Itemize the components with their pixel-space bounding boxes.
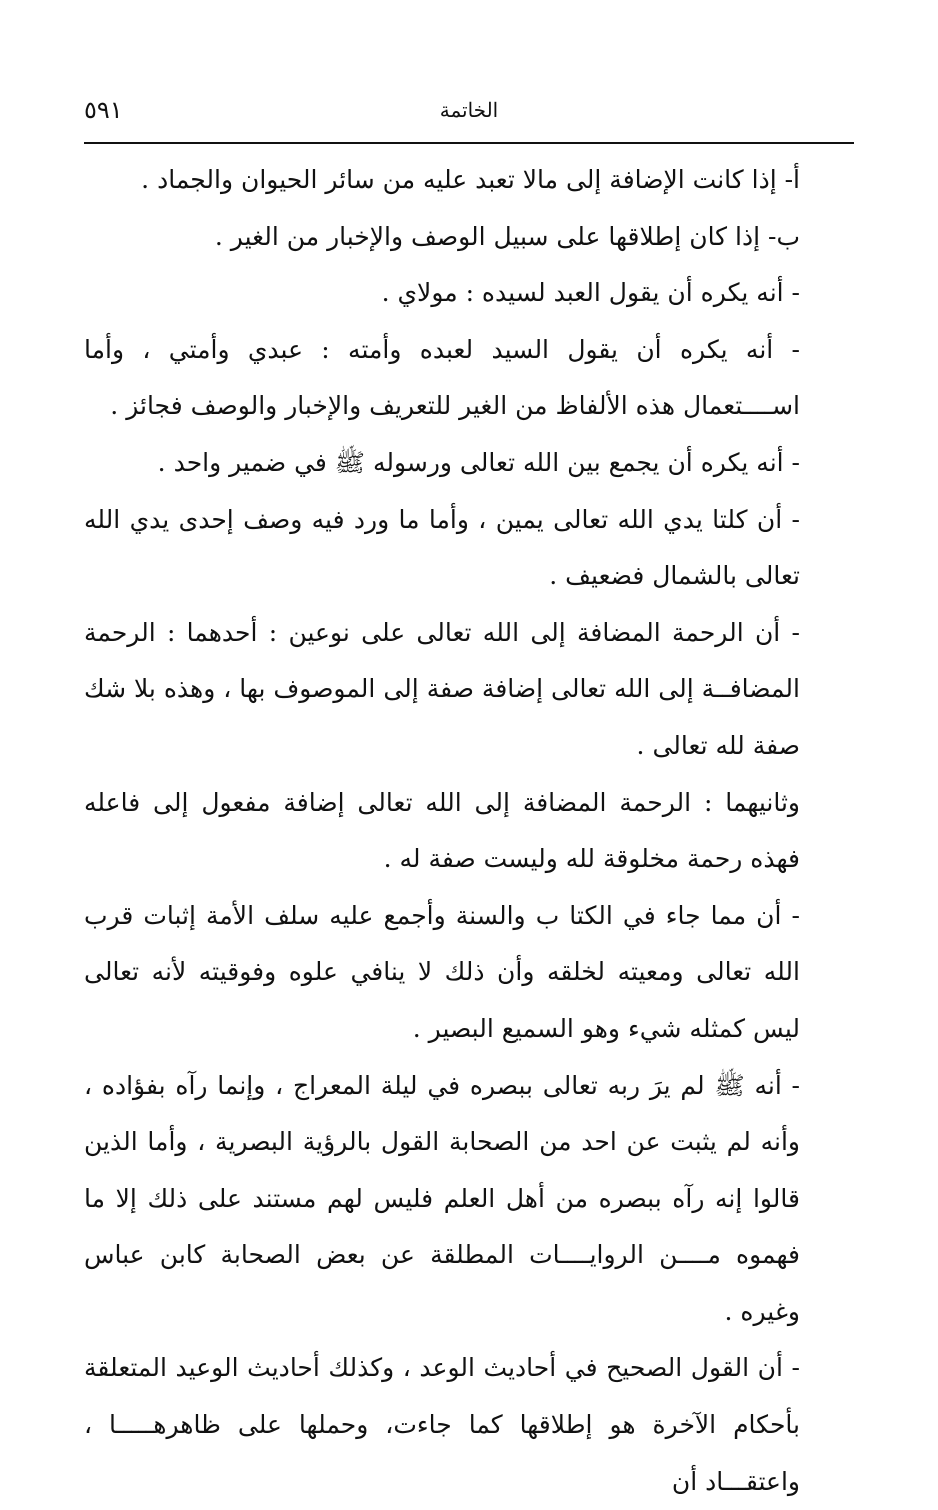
paragraph-2: ب- إذا كان إطلاقها على سبيل الوصف والإخبار من الغير .: [214, 221, 800, 251]
paragraph-4: - أنه يكره أن يقول السيد لعبده وأمته : عبدي وأمتي ، وأما اســــتعمال هذه الألفاظ من الغير للتعريف والإخبار والوصف فجائز .: [84, 334, 800, 421]
paragraph-1: أ- إذا كانت الإضافة إلى مالا تعبد عليه من سائر الحيوان والجماد .: [141, 165, 800, 194]
page-number: ٥٩١: [84, 96, 123, 124]
header-rule: [84, 142, 854, 144]
paragraph-8: وثانيهما : الرحمة المضافة إلى الله تعالى إضافة مفعول إلى فاعله فهذه رحمة مخلوقة لله وليست صفة له .: [84, 787, 800, 874]
paragraph-11: - أن القول الصحيح في أحاديث الوعد ، وكذلك أحاديث الوعيد المتعلقة بأحكام الآخرة هو إطلاقها كما جاءت، وحملها على ظاهرهـــــا ، واعتقـــاد أن: [84, 1353, 800, 1496]
paragraph-9: - أن مما جاء في الكتا ب والسنة وأجمع عليه سلف الأمة إثبات قرب الله تعالى ومعيته لخلقه وأن ذلك لا ينافي علوه وفوقيته لأنه تعالى ليس كمثله شيء وهو السميع البصير .: [84, 900, 800, 1043]
page-header: [84, 92, 854, 136]
paragraph-10: - أنه ﷺ لم يرَ ربه تعالى ببصره في ليلة المعراج ، وإنما رآه بفؤاده ، وأنه لم يثبت عن احد من الصحابة القول بالرؤية البصرية ، وأما الذين قالوا إنه رآه ببصره من أهل العلم فليس لهم مستند على ذلك إلا ما فهموه مــــن الروايــــات المطلقة عن بعض الصحابة كابن عباس وغيره .: [84, 1070, 800, 1326]
running-title: الخاتمة: [439, 98, 499, 122]
paragraph-6: - أن كلتا يدي الله تعالى يمين ، وأما ما ورد فيه وصف إحدى يدي الله تعالى بالشمال فضعيف .: [84, 504, 800, 591]
body-text: [84, 152, 854, 1510]
paragraph-7: - أن الرحمة المضافة إلى الله تعالى على نوعين : أحدهما : الرحمة المضافــة إلى الله تعالى إضافة صفة إلى الموصوف بها ، وهذه بلا شك صفة لله تعالى .: [84, 617, 800, 760]
paragraph-3: - أنه يكره أن يقول العبد لسيده : مولاي .: [381, 278, 800, 308]
paragraph-5: - أنه يكره أن يجمع بين الله تعالى ورسوله ﷺ في ضمير واحد .: [157, 447, 800, 477]
